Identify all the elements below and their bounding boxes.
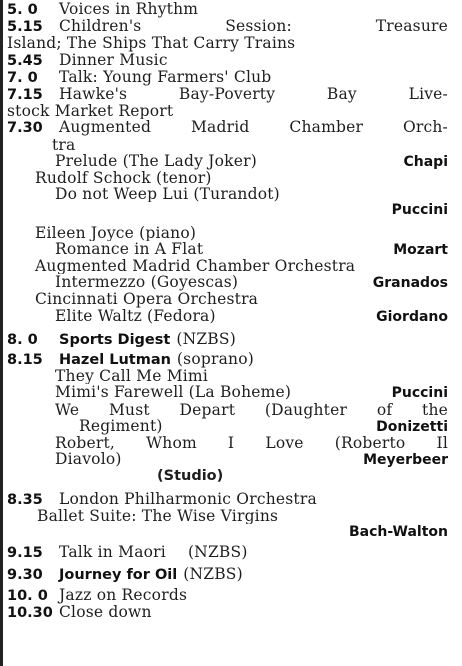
work-title: Robert, Whom I Love (Roberto Il [55,434,448,453]
program-time: 10. 0 [7,587,48,604]
program-entry [7,1,448,18]
music-item [7,384,448,401]
program-entry [7,587,448,604]
program-title-continuation [7,35,448,51]
program-title: Sports Digest [59,331,171,348]
composer-line [7,524,448,540]
performer-line [7,225,448,241]
music-item [7,186,448,202]
composer-name: Puccini [391,385,448,402]
program-title: London Philharmonic Orchestra [59,490,317,508]
performer-name: Rudolf Schock (tenor) [35,170,212,187]
program-time: 8.35 [7,491,43,508]
program-title-continuation [7,103,448,119]
program-title: Hawke's Bay-Poverty Bay Live- [59,85,448,104]
program-source: (NZBS) [176,330,236,348]
program-time: 7.15 [7,87,43,104]
program-entry [7,18,448,51]
work-title: Do not Weep Lui (Turandot) [55,186,280,203]
music-item [7,402,448,418]
program-entry [7,52,448,69]
composer-line [7,202,448,218]
program-time: 5. 0 [7,2,38,18]
program-title: Children's Session: Treasure [59,17,448,36]
work-title-continued: Regiment) [79,417,163,435]
performer-name: Eileen Joyce (piano) [35,224,197,241]
work-title: They Call Me Mimi [55,368,208,385]
program-entry [7,491,448,541]
work-title-continued: Diavolo) [55,451,122,469]
music-item-continuation [7,451,448,468]
program-entry [7,566,448,583]
program-line [7,18,448,35]
program-source: (NZBS) [183,565,243,583]
program-line [7,69,448,86]
composer-name: Mozart [393,241,448,258]
program-time: 5.15 [7,19,43,36]
performer-name: Augmented Madrid Chamber Orchestra [35,258,356,275]
music-item [7,153,448,170]
program-time: 5.45 [7,52,43,69]
program-title: Augmented Madrid Chamber Orch- [59,118,448,137]
program-title: Voices in Rhythm [59,1,199,18]
program-line [7,604,448,621]
program-line [7,491,448,508]
studio-note: (Studio) [157,468,224,485]
program-time: 7. 0 [7,69,38,86]
composer-name: Puccini [391,202,448,219]
music-item [7,308,448,325]
performer-line [7,258,448,274]
performer-line [7,291,448,307]
music-item [7,368,448,384]
program-note [7,468,448,484]
program-line [7,119,448,136]
program-entry [7,604,448,621]
program-line [7,1,448,18]
composer-name: Meyerbeer [363,452,448,469]
program-title: Talk in Maori [59,544,166,562]
program-time: 8. 0 [7,331,38,348]
composer-name: Chapi [403,153,448,170]
program-time: 7.30 [7,120,43,137]
program-title-continued: stock Market Report [7,103,174,120]
program-line [7,351,448,368]
program-time: 9.15 [7,545,43,562]
program-entry [7,544,448,561]
composer-name: Giordano [376,308,448,325]
program-title: Talk: Young Farmers' Club [59,68,272,86]
program-line [7,86,448,103]
program-entry [7,86,448,119]
program-title: Hazel Lutman [59,352,171,369]
work-title: Intermezzo (Goyescas) [55,274,239,292]
program-time: 9.30 [7,566,43,583]
performer-line [7,170,448,186]
program-line [7,566,448,583]
work-title: Mimi's Farewell (La Boheme) [55,384,292,402]
program-time: 10.30 [7,604,53,621]
composer-name: Donizetti [376,418,448,435]
music-item [7,508,448,524]
program-entry [7,69,448,86]
program-title: Jazz on Records [59,586,188,604]
program-source: (NZBS) [187,544,248,562]
work-title: Prelude (The Lady Joker) [55,152,257,170]
program-time: 8.15 [7,352,43,369]
program-title: Close down [59,603,152,621]
program-entry [7,351,448,485]
music-item-continuation [7,418,448,435]
performer-name: Cincinnati Opera Orchestra [35,291,259,308]
music-item [7,241,448,258]
program-entry [7,119,448,324]
program-title: Dinner Music [59,51,168,69]
program-title-continued: Island; The Ships That Carry Trains [7,35,296,52]
composer-name: Granados [372,275,448,292]
work-title: Elite Waltz (Fedora) [55,307,216,325]
program-line [7,52,448,69]
music-item [7,435,448,451]
program-entry [7,331,448,348]
work-title: We Must Depart (Daughter of the [55,400,448,419]
music-item [7,274,448,291]
program-line [7,331,448,348]
program-line [7,587,448,604]
program-title-continued: tra [52,136,76,153]
work-title: Romance in A Flat [55,240,204,258]
program-title-continuation [7,137,448,153]
program-line [7,544,448,561]
composer-name: Bach-Walton [348,524,448,541]
work-title: Ballet Suite: The Wise Virgins [37,507,279,525]
program-title-note: (soprano) [176,351,254,369]
program-title: Journey for Oil [59,566,178,583]
